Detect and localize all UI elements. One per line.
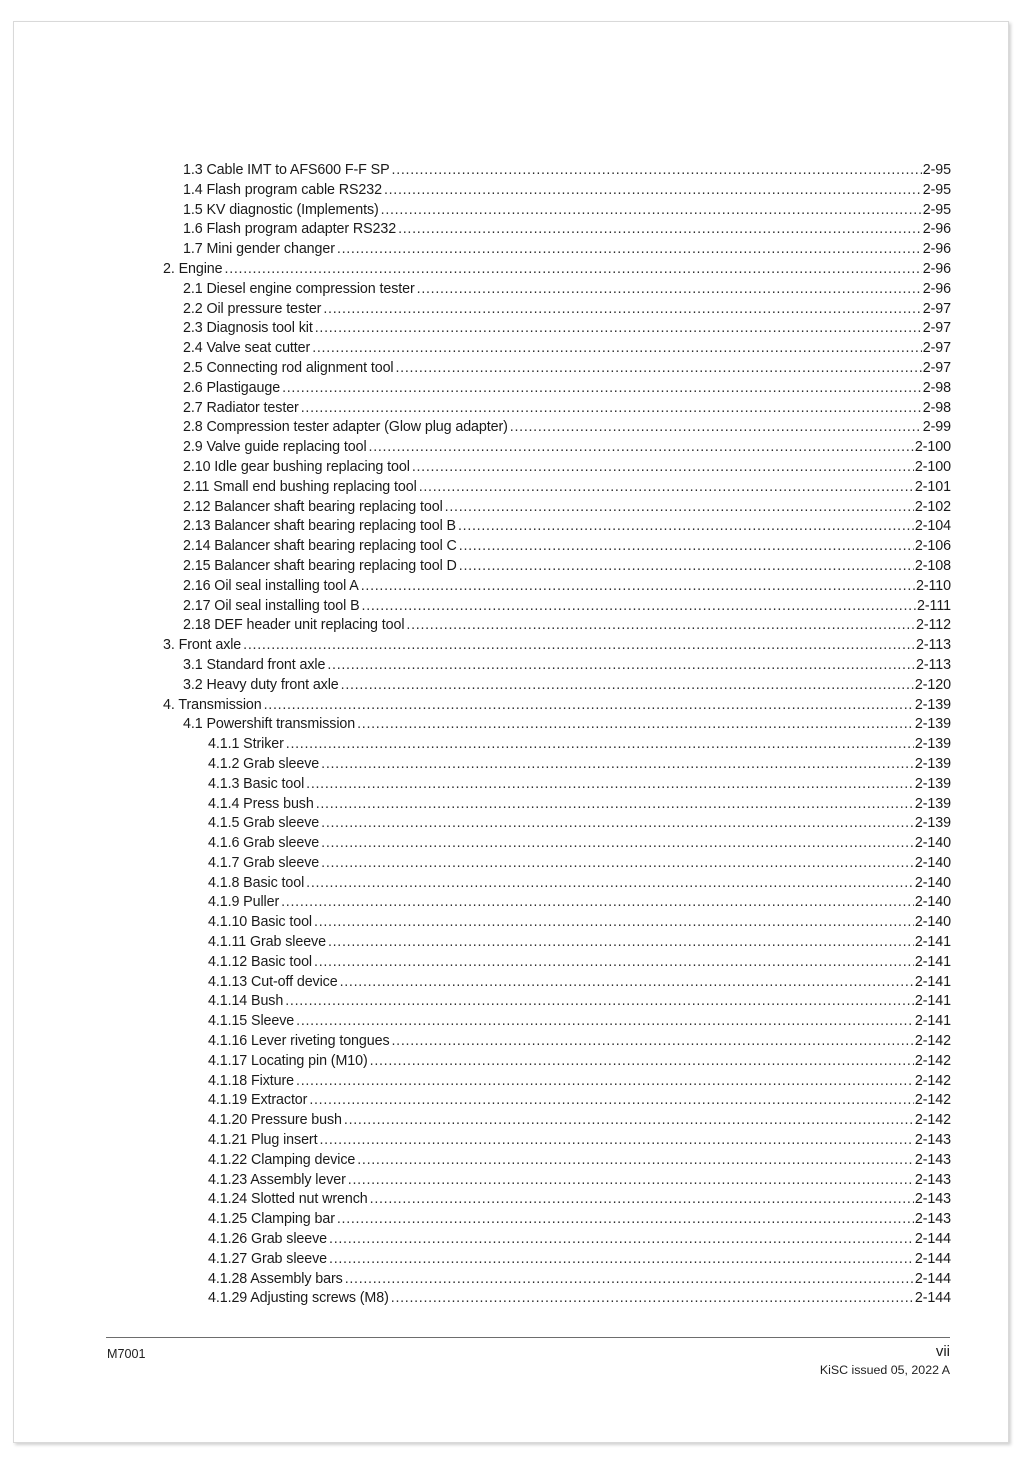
toc-entry-page: 2-95 xyxy=(922,162,951,178)
toc-entry[interactable] xyxy=(161,320,951,340)
toc-entry-label: 2.5 Connecting rod alignment tool xyxy=(183,359,394,376)
toc-entry-label: 2. Engine xyxy=(163,260,223,277)
toc-entry-page: 2-139 xyxy=(914,696,951,713)
toc-entry[interactable] xyxy=(161,1251,951,1271)
toc-entry[interactable] xyxy=(161,914,951,934)
toc-entry-label: 4.1.5 Grab sleeve xyxy=(208,815,320,832)
toc-entry[interactable] xyxy=(161,835,951,855)
toc-leader-dots xyxy=(341,677,914,691)
toc-entry[interactable] xyxy=(161,558,951,578)
toc-entry-label: 3.1 Standard front axle xyxy=(183,656,326,673)
toc-entry-label: 4.1.22 Clamping device xyxy=(208,1151,356,1168)
toc-leader-dots xyxy=(392,1033,914,1047)
toc-leader-dots xyxy=(458,518,914,532)
toc-entry[interactable] xyxy=(161,855,951,875)
toc-entry[interactable] xyxy=(161,736,951,756)
toc-leader-dots xyxy=(306,875,914,889)
toc-leader-dots xyxy=(321,835,914,849)
toc-entry-label: 4.1.27 Grab sleeve xyxy=(208,1250,328,1267)
toc-entry-page: 2-106 xyxy=(914,538,951,555)
toc-entry[interactable] xyxy=(161,1211,951,1231)
toc-leader-dots xyxy=(337,1211,914,1225)
toc-entry[interactable] xyxy=(161,1172,951,1192)
document-page xyxy=(13,21,1009,1443)
toc-entry-page: 2-142 xyxy=(914,1112,951,1129)
toc-entry[interactable] xyxy=(161,578,951,598)
toc-entry-label: 4.1.6 Grab sleeve xyxy=(208,835,320,852)
toc-entry-label: 4.1.14 Bush xyxy=(208,993,284,1010)
toc-entry-page: 2-99 xyxy=(922,419,951,436)
toc-entry-label: 2.17 Oil seal installing tool B xyxy=(183,597,360,614)
toc-entry-label: 4.1.3 Basic tool xyxy=(208,775,305,792)
toc-entry-page: 2-141 xyxy=(914,934,951,951)
toc-leader-dots xyxy=(348,1172,914,1186)
toc-entry-page: 2-98 xyxy=(922,379,951,396)
toc-entry[interactable] xyxy=(161,1132,951,1152)
toc-entry-page: 2-140 xyxy=(914,914,951,931)
toc-entry-label: 3. Front axle xyxy=(163,637,242,654)
toc-entry[interactable] xyxy=(161,360,951,380)
toc-entry-page: 2-144 xyxy=(914,1270,951,1287)
toc-entry-label: 4.1.1 Striker xyxy=(208,736,284,753)
toc-entry-label: 4.1.25 Clamping bar xyxy=(208,1211,335,1228)
toc-entry-page: 2-97 xyxy=(922,320,951,337)
table-of-contents xyxy=(161,162,951,1310)
toc-entry-label: 2.9 Valve guide replacing tool xyxy=(183,439,367,456)
toc-entry-label: 4.1.7 Grab sleeve xyxy=(208,854,320,871)
toc-leader-dots xyxy=(510,419,922,433)
toc-leader-dots xyxy=(225,261,922,275)
toc-entry-page: 2-104 xyxy=(914,518,951,535)
toc-entry-page: 2-142 xyxy=(914,1033,951,1050)
toc-entry-page: 2-96 xyxy=(922,221,951,238)
toc-entry-page: 2-95 xyxy=(922,201,951,218)
toc-leader-dots xyxy=(357,1152,914,1166)
toc-entry[interactable] xyxy=(161,340,951,360)
toc-entry[interactable] xyxy=(161,796,951,816)
toc-entry[interactable] xyxy=(161,637,951,657)
toc-entry-label: 2.1 Diesel engine compression tester xyxy=(183,280,415,297)
footer-issue-note: KiSC issued 05, 2022 A xyxy=(819,1362,950,1377)
toc-leader-dots xyxy=(329,1231,914,1245)
toc-entry-label: 1.5 KV diagnostic (Implements) xyxy=(183,201,379,218)
toc-leader-dots xyxy=(370,1191,914,1205)
toc-entry-label: 4.1.17 Locating pin (M10) xyxy=(208,1052,368,1069)
toc-leader-dots xyxy=(391,1290,914,1304)
toc-entry-page: 2-101 xyxy=(914,478,951,495)
toc-entry[interactable] xyxy=(161,380,951,400)
toc-entry-page: 2-141 xyxy=(914,1013,951,1030)
toc-entry-page: 2-112 xyxy=(915,617,951,634)
toc-entry[interactable] xyxy=(161,162,951,182)
toc-entry[interactable] xyxy=(161,598,951,618)
toc-leader-dots xyxy=(306,776,914,790)
toc-entry-label: 1.7 Mini gender changer xyxy=(183,241,335,258)
toc-entry[interactable] xyxy=(161,894,951,914)
toc-entry-page: 2-143 xyxy=(914,1191,951,1208)
toc-leader-dots xyxy=(412,459,914,473)
toc-entry-label: 4.1.21 Plug insert xyxy=(208,1132,318,1149)
footer-manual-code: M7001 xyxy=(107,1347,146,1361)
toc-leader-dots xyxy=(419,479,914,493)
toc-entry[interactable] xyxy=(161,439,951,459)
toc-leader-dots xyxy=(314,914,914,928)
toc-leader-dots xyxy=(321,855,914,869)
toc-entry-page: 2-139 xyxy=(914,795,951,812)
toc-entry-label: 2.13 Balancer shaft bearing replacing tool B xyxy=(183,518,456,535)
toc-entry[interactable] xyxy=(161,677,951,697)
toc-entry-page: 2-120 xyxy=(914,676,951,693)
toc-entry-label: 4.1.4 Press bush xyxy=(208,795,314,812)
toc-entry-label: 4.1.16 Lever riveting tongues xyxy=(208,1033,390,1050)
toc-entry-label: 2.14 Balancer shaft bearing replacing tool C xyxy=(183,538,457,555)
toc-entry-label: 2.12 Balancer shaft bearing replacing tool xyxy=(183,498,443,515)
toc-leader-dots xyxy=(323,301,921,315)
toc-entry[interactable] xyxy=(161,182,951,202)
toc-leader-dots xyxy=(243,637,915,651)
toc-entry-label: 4.1 Powershift transmission xyxy=(183,716,356,733)
toc-entry-label: 4.1.8 Basic tool xyxy=(208,874,305,891)
toc-entry[interactable] xyxy=(161,776,951,796)
toc-entry[interactable] xyxy=(161,538,951,558)
toc-entry[interactable] xyxy=(161,419,951,439)
toc-entry-label: 4.1.23 Assembly lever xyxy=(208,1171,346,1188)
toc-entry-label: 4.1.26 Grab sleeve xyxy=(208,1231,328,1248)
toc-leader-dots xyxy=(340,974,914,988)
toc-entry-label: 4.1.11 Grab sleeve xyxy=(208,934,326,951)
toc-entry-page: 2-108 xyxy=(914,557,951,574)
toc-entry-page: 2-98 xyxy=(922,399,951,416)
toc-leader-dots xyxy=(445,499,914,513)
toc-entry-label: 2.3 Diagnosis tool kit xyxy=(183,320,313,337)
toc-leader-dots xyxy=(312,340,922,354)
toc-entry-page: 2-97 xyxy=(922,300,951,317)
toc-entry-label: 4.1.19 Extractor xyxy=(208,1092,308,1109)
toc-entry-page: 2-143 xyxy=(914,1171,951,1188)
toc-entry-label: 2.15 Balancer shaft bearing replacing tool D xyxy=(183,557,457,574)
toc-entry[interactable] xyxy=(161,499,951,519)
toc-leader-dots xyxy=(392,162,922,176)
toc-entry-page: 2-102 xyxy=(914,498,951,515)
toc-leader-dots xyxy=(282,380,922,394)
toc-entry-label: 4.1.18 Fixture xyxy=(208,1072,295,1089)
toc-entry-page: 2-141 xyxy=(914,953,951,970)
toc-entry[interactable] xyxy=(161,1152,951,1172)
toc-leader-dots xyxy=(398,221,922,235)
toc-leader-dots xyxy=(459,558,914,572)
toc-entry-label: 2.10 Idle gear bushing replacing tool xyxy=(183,458,410,475)
toc-entry[interactable] xyxy=(161,479,951,499)
toc-leader-dots xyxy=(357,716,914,730)
toc-leader-dots xyxy=(296,1073,914,1087)
toc-leader-dots xyxy=(286,736,914,750)
toc-entry[interactable] xyxy=(161,954,951,974)
toc-leader-dots xyxy=(396,360,922,374)
toc-entry[interactable] xyxy=(161,281,951,301)
toc-leader-dots xyxy=(296,1013,914,1027)
toc-entry-page: 2-100 xyxy=(914,439,951,456)
toc-leader-dots xyxy=(345,1271,914,1285)
toc-entry[interactable] xyxy=(161,301,951,321)
toc-entry-label: 4.1.28 Assembly bars xyxy=(208,1270,343,1287)
toc-entry[interactable] xyxy=(161,1271,951,1291)
toc-entry-page: 2-143 xyxy=(914,1211,951,1228)
toc-entry[interactable] xyxy=(161,993,951,1013)
toc-entry-page: 2-143 xyxy=(914,1151,951,1168)
toc-entry[interactable] xyxy=(161,400,951,420)
toc-entry-label: 3.2 Heavy duty front axle xyxy=(183,676,339,693)
toc-leader-dots xyxy=(337,241,922,255)
toc-entry-page: 2-141 xyxy=(914,993,951,1010)
toc-entry-page: 2-140 xyxy=(914,835,951,852)
toc-leader-dots xyxy=(314,954,914,968)
toc-entry[interactable] xyxy=(161,1112,951,1132)
toc-entry-label: 2.4 Valve seat cutter xyxy=(183,340,311,357)
toc-entry[interactable] xyxy=(161,716,951,736)
toc-leader-dots xyxy=(384,182,922,196)
toc-entry[interactable] xyxy=(161,261,951,281)
toc-entry[interactable] xyxy=(161,1231,951,1251)
toc-entry-page: 2-144 xyxy=(914,1250,951,1267)
toc-entry[interactable] xyxy=(161,459,951,479)
toc-entry-page: 2-144 xyxy=(914,1231,951,1248)
toc-entry[interactable] xyxy=(161,1013,951,1033)
toc-entry-label: 2.2 Oil pressure tester xyxy=(183,300,322,317)
toc-entry-page: 2-141 xyxy=(914,973,951,990)
toc-leader-dots xyxy=(301,400,922,414)
toc-entry-page: 2-144 xyxy=(914,1290,951,1307)
toc-entry-page: 2-142 xyxy=(914,1072,951,1089)
toc-leader-dots xyxy=(362,598,917,612)
toc-entry-page: 2-95 xyxy=(922,181,951,198)
toc-entry-page: 2-139 xyxy=(914,736,951,753)
toc-entry[interactable] xyxy=(161,241,951,261)
toc-entry[interactable] xyxy=(161,221,951,241)
toc-leader-dots xyxy=(281,894,914,908)
toc-leader-dots xyxy=(309,1092,914,1106)
toc-entry[interactable] xyxy=(161,815,951,835)
toc-entry-label: 2.8 Compression tester adapter (Glow plug adapter) xyxy=(183,419,508,436)
toc-entry[interactable] xyxy=(161,934,951,954)
toc-entry-page: 2-113 xyxy=(915,637,951,654)
toc-entry-label: 2.18 DEF header unit replacing tool xyxy=(183,617,405,634)
toc-entry-page: 2-139 xyxy=(914,815,951,832)
toc-leader-dots xyxy=(315,320,922,334)
toc-entry-label: 4.1.12 Basic tool xyxy=(208,953,313,970)
toc-entry[interactable] xyxy=(161,1073,951,1093)
toc-entry-page: 2-140 xyxy=(914,894,951,911)
toc-entry-page: 2-142 xyxy=(914,1052,951,1069)
toc-entry[interactable] xyxy=(161,1053,951,1073)
toc-leader-dots xyxy=(285,993,914,1007)
toc-leader-dots xyxy=(369,439,914,453)
toc-leader-dots xyxy=(329,1251,914,1265)
toc-entry[interactable] xyxy=(161,1033,951,1053)
toc-leader-dots xyxy=(316,796,914,810)
toc-entry-page: 2-139 xyxy=(914,716,951,733)
toc-leader-dots xyxy=(321,815,914,829)
toc-entry-page: 2-139 xyxy=(914,755,951,772)
footer-right-block xyxy=(820,1343,950,1378)
toc-leader-dots xyxy=(459,538,914,552)
toc-entry-page: 2-96 xyxy=(922,241,951,258)
toc-entry-page: 2-97 xyxy=(922,359,951,376)
toc-leader-dots xyxy=(361,578,915,592)
toc-entry[interactable] xyxy=(161,202,951,222)
toc-entry[interactable] xyxy=(161,875,951,895)
toc-entry-label: 4.1.20 Pressure bush xyxy=(208,1112,342,1129)
toc-entry-label: 4.1.2 Grab sleeve xyxy=(208,755,320,772)
toc-entry-label: 4.1.9 Puller xyxy=(208,894,280,911)
toc-entry[interactable] xyxy=(161,974,951,994)
toc-entry-page: 2-140 xyxy=(914,874,951,891)
toc-leader-dots xyxy=(344,1112,914,1126)
toc-entry-page: 2-100 xyxy=(914,458,951,475)
toc-entry[interactable] xyxy=(161,617,951,637)
toc-entry-label: 4.1.29 Adjusting screws (M8) xyxy=(208,1290,389,1307)
toc-entry-label: 4. Transmission xyxy=(163,696,262,713)
toc-entry[interactable] xyxy=(161,1092,951,1112)
toc-leader-dots xyxy=(264,697,914,711)
toc-entry-label: 1.3 Cable IMT to AFS600 F-F SP xyxy=(183,162,390,178)
toc-entry[interactable] xyxy=(161,1290,951,1310)
toc-entry-page: 2-96 xyxy=(922,260,951,277)
toc-entry-page: 2-143 xyxy=(914,1132,951,1149)
toc-entry-page: 2-140 xyxy=(914,854,951,871)
toc-entry-label: 4.1.15 Sleeve xyxy=(208,1013,295,1030)
toc-entry-label: 2.11 Small end bushing replacing tool xyxy=(183,478,417,495)
toc-entry-label: 2.16 Oil seal installing tool A xyxy=(183,577,359,594)
toc-entry-label: 4.1.24 Slotted nut wrench xyxy=(208,1191,368,1208)
toc-entry-label: 1.4 Flash program cable RS232 xyxy=(183,181,382,198)
toc-entry-label: 2.7 Radiator tester xyxy=(183,399,299,416)
toc-entry-label: 2.6 Plastigauge xyxy=(183,379,281,396)
toc-entry-page: 2-139 xyxy=(914,775,951,792)
toc-entry-label: 4.1.13 Cut-off device xyxy=(208,973,338,990)
toc-entry-page: 2-110 xyxy=(915,577,951,594)
page-number: vii xyxy=(935,1343,950,1360)
toc-leader-dots xyxy=(370,1053,914,1067)
toc-leader-dots xyxy=(319,1132,913,1146)
toc-leader-dots xyxy=(321,756,914,770)
toc-entry-page: 2-111 xyxy=(917,597,951,614)
toc-entry-page: 2-97 xyxy=(922,340,951,357)
toc-entry-page: 2-113 xyxy=(915,656,951,673)
toc-entry-page: 2-142 xyxy=(914,1092,951,1109)
toc-entry[interactable] xyxy=(161,697,951,717)
toc-entry-label: 1.6 Flash program adapter RS232 xyxy=(183,221,397,238)
toc-leader-dots xyxy=(327,657,915,671)
toc-entry-page: 2-96 xyxy=(922,280,951,297)
footer-divider xyxy=(106,1337,950,1338)
toc-leader-dots xyxy=(381,202,922,216)
toc-entry[interactable] xyxy=(161,518,951,538)
toc-leader-dots xyxy=(328,934,914,948)
toc-leader-dots xyxy=(406,617,915,631)
toc-entry-label: 4.1.10 Basic tool xyxy=(208,914,313,931)
toc-leader-dots xyxy=(417,281,922,295)
toc-entry[interactable] xyxy=(161,657,951,677)
toc-entry[interactable] xyxy=(161,756,951,776)
toc-entry[interactable] xyxy=(161,1191,951,1211)
